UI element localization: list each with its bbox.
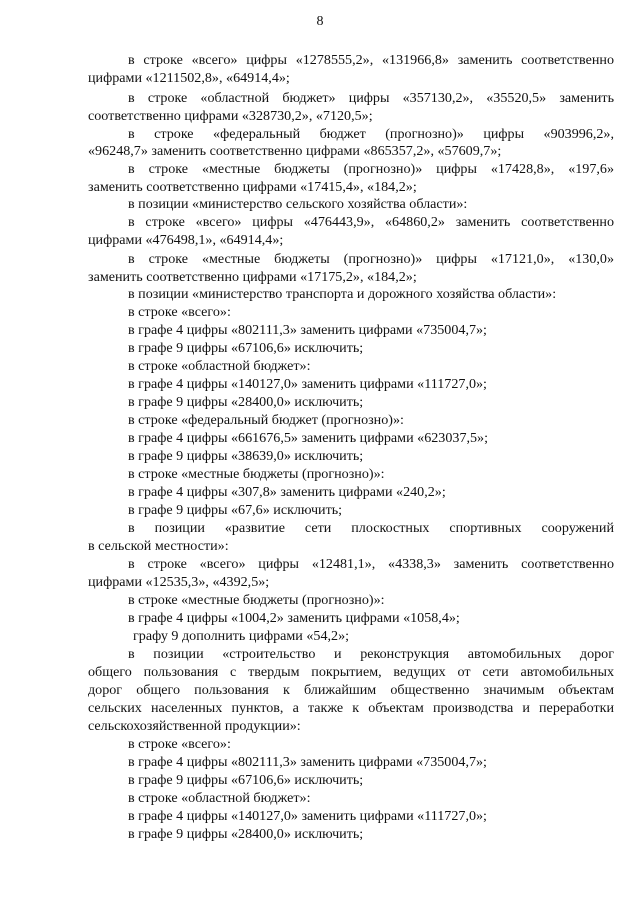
text-line: в строке «всего»: xyxy=(128,304,231,320)
text-line: в графе 4 цифры «140127,0» заменить цифрами «111727,0»; xyxy=(128,808,487,824)
text-line: в позиции «министерство сельского хозяйства области»: xyxy=(128,196,468,212)
text-line: в графе 9 цифры «67106,6» исключить; xyxy=(128,772,364,788)
text-line: в строке «всего»: xyxy=(128,736,231,752)
text-line: в строке «федеральный бюджет (прогнозно)» цифры «903996,2», xyxy=(128,126,614,142)
text-line: в строке «всего» цифры «476443,9», «64860,2» заменить соответственно xyxy=(128,214,614,230)
text-line: в графе 4 цифры «1004,2» заменить цифрами «1058,4»; xyxy=(128,610,460,626)
text-line: графу 9 дополнить цифрами «54,2»; xyxy=(133,628,350,644)
text-line: в графе 4 цифры «802111,3» заменить цифрами «735004,7»; xyxy=(128,322,487,338)
text-line: в графе 9 цифры «38639,0» исключить; xyxy=(128,448,364,464)
text-line: соответственно цифрами «328730,2», «7120,5»; xyxy=(88,108,373,124)
text-line: в строке «всего» цифры «12481,1», «4338,3» заменить соответственно xyxy=(128,556,614,572)
text-line: заменить соответственно цифрами «17415,4», «184,2»; xyxy=(88,179,417,195)
text-line: сельских населенных пунктов, а также к объектам производства и переработки xyxy=(88,700,614,716)
text-line: в строке «областной бюджет» цифры «357130,2», «35520,5» заменить xyxy=(128,90,614,106)
text-line: в строке «областной бюджет»: xyxy=(128,790,311,806)
text-line: в графе 4 цифры «661676,5» заменить цифрами «623037,5»; xyxy=(128,430,489,446)
text-line: в строке «федеральный бюджет (прогнозно)»: xyxy=(128,412,404,428)
text-line: в графе 9 цифры «67,6» исключить; xyxy=(128,502,343,518)
text-line: в строке «местные бюджеты (прогнозно)» цифры «17121,0», «130,0» xyxy=(128,251,614,267)
text-line: в строке «местные бюджеты (прогнозно)»: xyxy=(128,592,385,608)
text-line: сельскохозяйственной продукции»: xyxy=(88,718,301,734)
text-line: дорог общего пользования к ближайшим общественно значимым объектам xyxy=(88,682,614,698)
text-line: в графе 4 цифры «802111,3» заменить цифрами «735004,7»; xyxy=(128,754,487,770)
text-line: в графе 9 цифры «28400,0» исключить; xyxy=(128,826,364,842)
text-line: цифрами «12535,3», «4392,5»; xyxy=(88,574,270,590)
text-line: в строке «местные бюджеты (прогнозно)» цифры «17428,8», «197,6» xyxy=(128,161,614,177)
text-line: в строке «всего» цифры «1278555,2», «131966,8» заменить соответственно xyxy=(128,52,614,68)
page-number: 8 xyxy=(316,14,324,29)
text-line: в позиции «строительство и реконструкция автомобильных дорог xyxy=(128,646,614,662)
text-line: цифрами «1211502,8», «64914,4»; xyxy=(88,70,290,86)
text-line: в строке «областной бюджет»: xyxy=(128,358,311,374)
text-line: заменить соответственно цифрами «17175,2», «184,2»; xyxy=(88,269,417,285)
text-line: в сельской местности»: xyxy=(88,538,229,554)
text-line: «96248,7» заменить соответственно цифрами «865357,2», «57609,7»; xyxy=(88,143,502,159)
text-line: в позиции «министерство транспорта и дорожного хозяйства области»: xyxy=(128,286,557,302)
text-line: в графе 9 цифры «28400,0» исключить; xyxy=(128,394,364,410)
text-line: цифрами «476498,1», «64914,4»; xyxy=(88,232,284,248)
text-line: в графе 4 цифры «140127,0» заменить цифрами «111727,0»; xyxy=(128,376,487,392)
text-line: в позиции «развитие сети плоскостных спортивных сооружений xyxy=(128,520,614,536)
text-line: в графе 9 цифры «67106,6» исключить; xyxy=(128,340,364,356)
text-line: в графе 4 цифры «307,8» заменить цифрами «240,2»; xyxy=(128,484,446,500)
text-line: в строке «местные бюджеты (прогнозно)»: xyxy=(128,466,385,482)
text-line: общего пользования с твердым покрытием, ведущих от сети автомобильных xyxy=(88,664,614,680)
